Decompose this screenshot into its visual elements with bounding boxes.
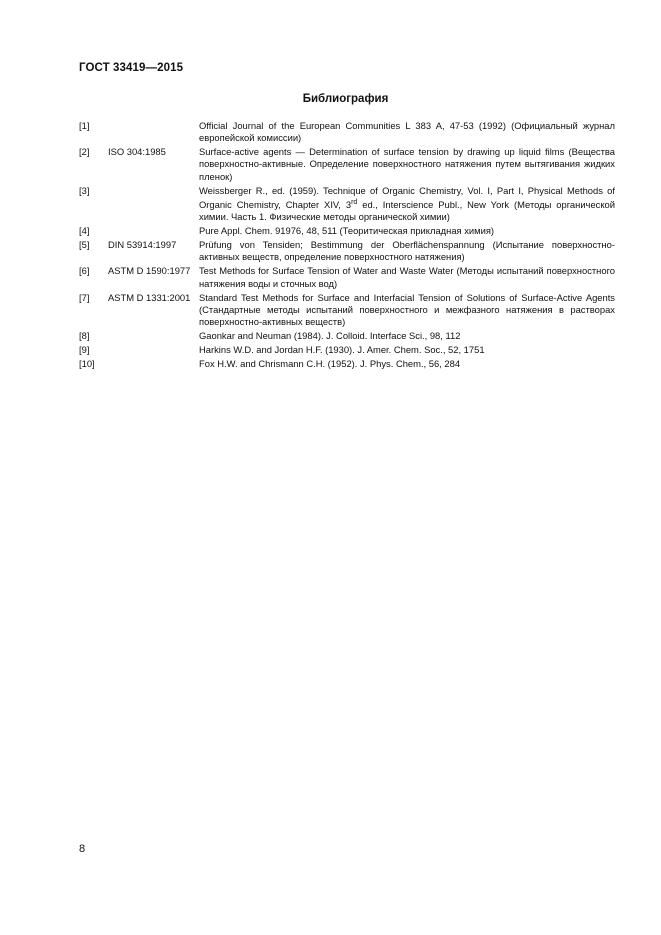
- entry-standard: [108, 344, 199, 356]
- entry-standard: DIN 53914:1997: [108, 239, 177, 251]
- entry-text: Gaonkar and Neuman (1984). J. Colloid. Interface Sci., 98, 112: [199, 329, 461, 341]
- entry-number: [7]: [79, 291, 90, 303]
- bibliography-entry: [79, 146, 615, 183]
- entry-standard: ISO 304:1985: [108, 146, 166, 158]
- page-number: 8: [79, 843, 86, 855]
- bibliography-entry: [79, 239, 615, 263]
- entry-text: Official Journal of the European Communities L 383 A, 47-53 (1992) (Официальный журнал европейской комиссии): [199, 120, 615, 144]
- entry-number: [2]: [79, 146, 90, 158]
- bibliography-list: [79, 120, 615, 372]
- entry-number: [1]: [79, 120, 90, 131]
- entry-text: Harkins W.D. and Jordan H.F. (1930). J. Amer. Chem. Soc., 52, 1751: [199, 343, 485, 355]
- bibliography-entry: [79, 185, 615, 224]
- bibliography-entry: [79, 265, 615, 289]
- entry-text-part: ed., Interscience Publ., New York (Методы органической химии. Часть 1. Физические методы органической химии): [199, 198, 615, 223]
- entry-text: Surface-active agents — Determination of surface tension by drawing up liquid films (Вещества поверхностно-активные. Определение поверхностного натяжения путем вытягивания жидких пленок): [199, 146, 615, 182]
- entry-text: [199, 185, 615, 224]
- entry-number: [4]: [79, 225, 90, 237]
- entry-standard: [108, 185, 199, 224]
- entry-standard: [108, 225, 199, 237]
- entry-text: Fox H.W. and Chrismann C.H. (1952). J. Phys. Chem., 56, 284: [199, 357, 461, 369]
- bibliography-title: Библиография: [302, 93, 389, 105]
- document-header: ГОСТ 33419—2015: [79, 62, 184, 74]
- entry-text: Test Methods for Surface Tension of Water and Waste Water (Методы испытаний поверхностного натяжения воды и сточных вод): [199, 265, 615, 289]
- entry-number: [10]: [79, 357, 95, 369]
- bibliography-entry: [79, 358, 615, 370]
- bibliography-entry: [79, 120, 615, 144]
- entry-text: Prüfung von Tensiden; Bestimmung der Oberflächenspannung (Испытание поверхностно-активных веществ, определение поверхностного натяжения): [199, 239, 615, 263]
- bibliography-entry: [79, 292, 615, 329]
- entry-text: Pure Appl. Chem. 91976, 48, 511 (Теоритическая прикладная химия): [199, 225, 495, 237]
- entry-text: Standard Test Methods for Surface and Interfacial Tension of Solutions of Surface-Active Agents (Стандартные методы испытаний поверхностного и межфазного натяжения в растворах поверхностно-активных веществ): [199, 291, 615, 327]
- entry-number: [9]: [79, 343, 90, 355]
- entry-superscript: rd: [351, 198, 358, 206]
- bibliography-entry: [79, 225, 615, 237]
- bibliography-entry: [79, 330, 615, 342]
- entry-number: [3]: [79, 184, 90, 196]
- entry-standard: [108, 358, 199, 370]
- bibliography-entry: [79, 344, 615, 356]
- entry-standard: [108, 120, 199, 144]
- entry-number: [6]: [79, 265, 90, 277]
- entry-standard: ASTM D 1590:1977: [108, 265, 191, 277]
- entry-text-part: Weissberger R., ed. (1959). Technique of Organic Chemistry, Vol. I, Part I, Physical Methods of Organic Chemistry, Chapter XIV, 3: [199, 184, 615, 210]
- entry-number: [5]: [79, 239, 90, 251]
- entry-standard: [108, 330, 199, 342]
- entry-standard: ASTM D 1331:2001: [108, 291, 191, 303]
- entry-number: [8]: [79, 329, 90, 341]
